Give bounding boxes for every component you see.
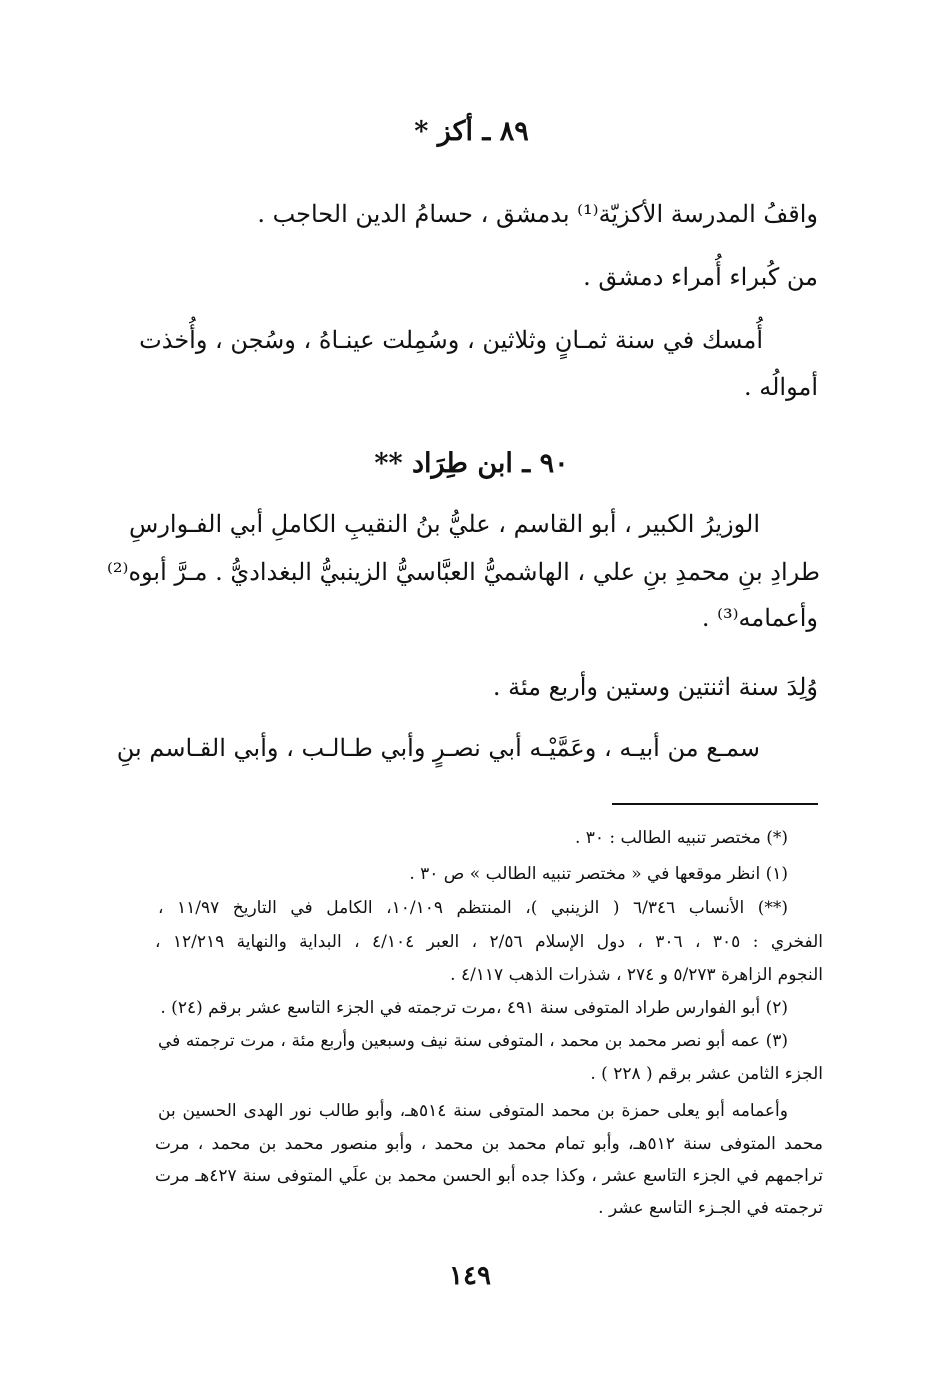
footnote-line-8: الجزء الثامن عشر برقم ( ٢٢٨ ) . [590, 1064, 823, 1084]
entry-89-line-4: أموالُه . [743, 373, 818, 401]
footnote-divider [612, 803, 818, 805]
footnote-line-4: الفخري : ٣٠٥ ، ٣٠٦ ، دول الإسلام ٢/٥٦ ، العبر ٤/١٠٤ ، البداية والنهاية ١٢/٢١٩ ، [155, 932, 823, 952]
entry-89-line-2: من كُبراء أُمراء دمشق . [583, 263, 818, 291]
entry-89-line-3: أُمسك في سنة ثمـانٍ وثلاثين ، وسُمِلت عينـاهُ ، وسُجن ، وأُخذت [139, 326, 763, 354]
footnote-line-10: محمد المتوفى سنة ٥١٢هـ، وأبو تمام محمد بن محمد ، وأبو منصور محمد بن محمد ، مرت [155, 1134, 823, 1154]
footnote-line-11: تراجمهم في الجزء التاسع عشر ، وكذا جده أبو الحسن محمد بن علَي المتوفى سنة ٤٢٧هـ مرت [155, 1166, 823, 1186]
footnote-line-9: وأعمامه أبو يعلى حمزة بن محمد المتوفى سنة ٥١٤هـ، وأبو طالب نور الهدى الحسين بن [158, 1101, 788, 1121]
page-number: ١٤٩ [449, 1261, 491, 1291]
footnote-line-6: (٢) أبو الفوارس طراد المتوفى سنة ٤٩١ ،مرت ترجمته في الجزء التاسع عشر برقم (٢٤) . [160, 998, 788, 1018]
footnote-line-5: النجوم الزاهرة ٥/٢٧٣ و ٢٧٤ ، شذرات الذهب ٤/١١٧ . [450, 965, 823, 985]
entry-90-line-1: الوزيرُ الكبير ، أبو القاسم ، عليُّ بنُ النقيبِ الكاملِ أبي الفـوارسِ [129, 510, 760, 538]
entry-90-line-3: وأعمامه⁽³⁾ . [701, 604, 818, 632]
entry-90-heading: ٩٠ ـ ابن طِرَاد ** [374, 448, 569, 479]
footnote-line-2: (١) انظر موقعها في « مختصر تنبيه الطالب » ص ٣٠ . [409, 864, 788, 884]
footnote-line-12: ترجمته في الجـزء التاسع عشر . [598, 1198, 823, 1218]
entry-90-line-4: وُلِدَ سنة اثنتين وستين وأربع مئة . [492, 673, 818, 701]
footnote-line-3: (**) الأنساب ٦/٣٤٦ ( الزينبي )، المنتظم ١٠/١٠٩، الكامل في التاريخ ١١/٩٧ ، [158, 898, 789, 918]
entry-89-heading: ٨٩ ـ أكز * [414, 116, 529, 147]
entry-89-line-1: واقفُ المدرسة الأكزيّة⁽¹⁾ بدمشق ، حسامُ الدين الحاجب . [257, 200, 818, 228]
entry-90-line-5: سمـع من أبيـه ، وعَمَّيْـه أبي نصـرٍ وأبي طـالـب ، وأبي القـاسم بنِ [116, 734, 760, 762]
entry-90-line-2: طرادِ بنِ محمدِ بنِ علي ، الهاشميُّ العبَّاسيُّ الزينبيُّ البغداديُّ . مـرَّ أبوه⁽²⁾ [107, 558, 820, 586]
footnote-line-1: (*) مختصر تنبيه الطالب : ٣٠ . [574, 828, 788, 848]
footnote-line-7: (٣) عمه أبو نصر محمد بن محمد ، المتوفى سنة نيف وسبعين وأربع مئة ، مرت ترجمته في [158, 1031, 788, 1051]
